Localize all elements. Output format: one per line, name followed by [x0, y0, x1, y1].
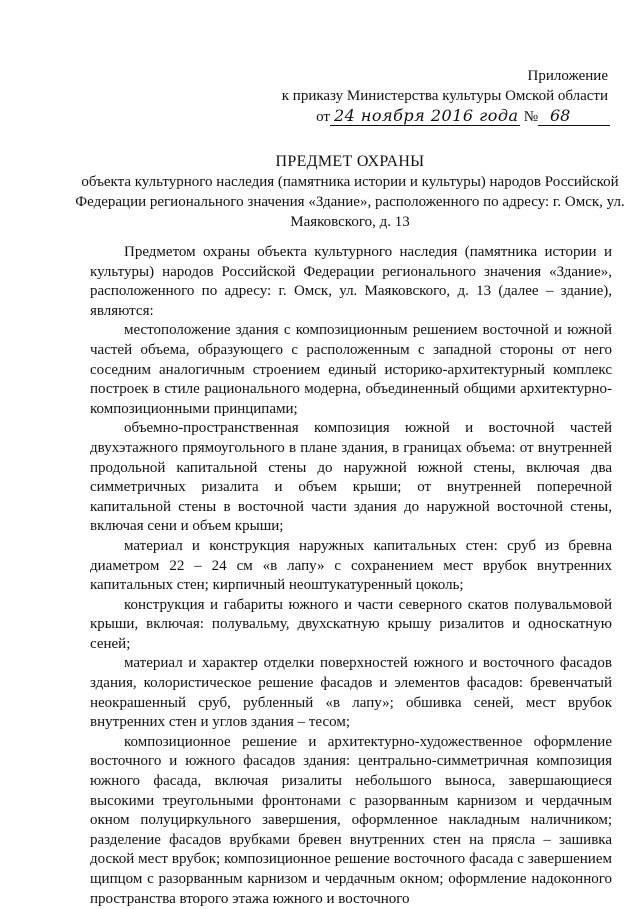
handwritten-date: 24 ноября 2016 года — [330, 107, 520, 126]
appendix-block — [282, 66, 608, 106]
handwritten-number: 68 — [538, 107, 610, 126]
date-prefix: от — [316, 109, 330, 125]
paragraph-intro: Предметом охраны объекта культурного наследия (памятника истории и культуры) народов Российской Федерации регионального значения «Здание», расположенного по адресу: г. Омск, ул. Маяковского, д. 13 (далее – здание), являются: — [90, 244, 612, 319]
paragraph-volume-composition: объемно-пространственная композиция южной и восточной частей двухэтажного прямоугольного в плане здания, в границах объема: от внутренней продольной капитальной стены до наружной южной стены, включая два симметричных ризалита и объем крыши; от внутренней поперечной капитальной стены в восточной части здания до наружной восточной стены, включая сени и объем крыши; — [90, 420, 612, 535]
order-date-line — [316, 106, 610, 128]
paragraph-roof: конструкция и габариты южного и части северного скатов полувальмовой крыши, включая: полувальму, двухскатную крышу ризалитов и односкатную сеней; — [90, 596, 612, 652]
paragraph-location: местоположение здания с композиционным решением восточной и южной частей объема, образующего с расположенным с западной стороны от него соседним аналогичным строением единый историко-архитектурный комплекс построек в стиле рационального модерна, объединенный общими архитектурно-композиционными принципами; — [90, 322, 612, 417]
paragraph-facade-finish: материал и характер отделки поверхностей южного и восточного фасадов здания, колористическое решение фасадов и элементов фасадов: бревенчатый неокрашенный сруб, рубленный «в лапу»; обшивка сеней, мест врубок внутренних стен и углов здания – тесом; — [90, 655, 612, 731]
document-body — [90, 243, 612, 909]
paragraph-facade-composition: композиционное решение и архитектурно-художественное оформление восточного и южного фасадов здания: центрально-симметричная композиция южного фасада, включая ризалиты небольшого выноса, завершающиеся высокими треугольными фронтонами с разорванным карнизом и чердачным окном полуциркульного завершения, оформленное накладным наличником; разделение фасадов врубками бревен внутренних стен на прясла – зашивка доской мест врубок; композиционное решение восточного фасада с завершением щипцом с разорванным карнизом и чердачным окном; оформление надоконного пространства второго этажа южного и восточного — [90, 733, 612, 907]
document-title: ПРЕДМЕТ ОХРАНЫ — [275, 153, 425, 170]
paragraph-walls-material: материал и конструкция наружных капитальных стен: сруб из бревна диаметром 22 – 24 см «в лапу» с сохранением мест врубок внутренних капитальных стен; кирпичный неоштукатуренный цоколь; — [90, 537, 612, 594]
number-prefix: № — [523, 109, 538, 125]
appendix-label: Приложение — [527, 68, 608, 84]
document-subtitle: объекта культурного наследия (памятника истории и культуры) народов Российской Федерации регионального значения «Здание», расположенного по адресу: г. Омск, ул. Маяковского, д. 13 — [75, 174, 625, 230]
order-reference: к приказу Министерства культуры Омской области — [281, 88, 608, 104]
